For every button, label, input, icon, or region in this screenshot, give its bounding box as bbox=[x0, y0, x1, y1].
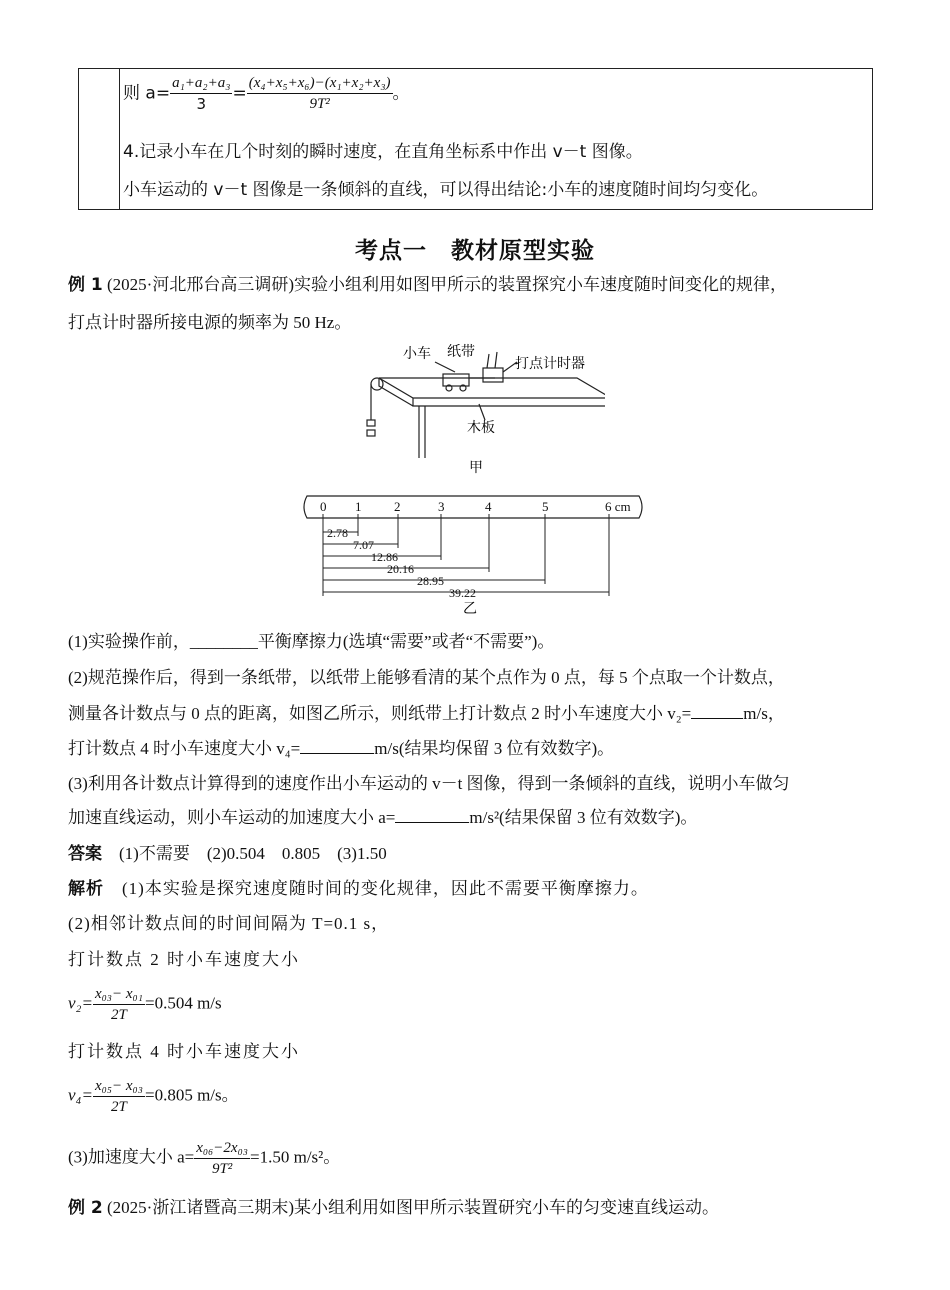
blank-v4[interactable] bbox=[300, 737, 374, 754]
blank-acceleration[interactable] bbox=[395, 806, 469, 823]
table-column-divider bbox=[119, 69, 120, 209]
apparatus-figure bbox=[355, 340, 605, 480]
analysis-line1: 解析 (1)本实验是探究速度随时间的变化规律，因此不需要平衡摩擦力。 bbox=[68, 879, 649, 899]
example2-line: 例 2 (2025·浙江诸暨高三期末)某小组利用如图甲所示装置研究小车的匀变速直线运动。 bbox=[68, 1198, 719, 1218]
question-1: (1)实验操作前，________平衡摩擦力(选填“需要”或者“不需要”)。 bbox=[68, 632, 555, 651]
dist-label-02: 7.07 bbox=[353, 538, 374, 552]
blank-v2[interactable] bbox=[691, 702, 743, 719]
question-3-line2: 加速直线运动，则小车运动的加速度大小 a= m/s²(结果保留 3 位有效数字)。 bbox=[68, 808, 698, 827]
point-label-3: 3 bbox=[438, 499, 445, 514]
analysis-line2: (2)相邻计数点间的时间间隔为 T=0.1 s， bbox=[68, 914, 390, 933]
question-2-line2: 测量各计数点与 0 点的距离，如图乙所示，则纸带上打计数点 2 时小车速度大小 v₂= m/s， bbox=[68, 704, 785, 723]
table-row-formula: 则 a= $\frac{\text{a₁+a₂+a₃}}{3}$ = $\frac{\text{(x₄+x₅+x₆)−(x₁+x₂+x₃)}}{\text{9T²}}$ 。 bbox=[123, 75, 410, 113]
dist-label-03: 12.86 bbox=[371, 550, 398, 564]
formula-acceleration: (3)加速度大小 a= $\frac{\text{x₀₆−2x₀₃}}{\text{9T²}}$ =1.50 m/s²。 bbox=[68, 1140, 341, 1177]
point-label-1: 1 bbox=[355, 499, 362, 514]
point-label-2: 2 bbox=[394, 499, 401, 514]
question-2-line1: (2)规范操作后，得到一条纸带，以纸带上能够看清的某个点作为 0 点，每 5 个点取一个计数点， bbox=[68, 668, 785, 687]
formula-v4: v₄= $\frac{\text{x₀₅− x₀₃}}{2T}$ =0.805 m/s。 bbox=[68, 1078, 239, 1115]
dist-label-05: 28.95 bbox=[417, 574, 444, 588]
summary-table bbox=[78, 68, 873, 210]
car-body bbox=[443, 374, 469, 386]
example1-line2: 打点计时器所接电源的频率为 50 Hz。 bbox=[68, 313, 352, 332]
example1-line1: 例 1 (2025·河北邢台高三调研)实验小组利用如图甲所示的装置探究小车速度随时间变化的规律， bbox=[68, 275, 787, 295]
label-timer: 打点计时器 bbox=[515, 356, 585, 372]
table-row-conclusion: 小车运动的 v－t 图像是一条倾斜的直线，可以得出结论:小车的速度随时间均匀变化。 bbox=[123, 180, 769, 200]
answer-line: 答案 (1)不需要 (2)0.504 0.805 (3)1.50 bbox=[68, 844, 387, 864]
pulley bbox=[371, 378, 383, 390]
point-label-0: 0 bbox=[320, 499, 327, 514]
label-tape: 纸带 bbox=[447, 344, 475, 360]
question-3-line1: (3)利用各计数点计算得到的速度作出小车运动的 v－t 图像，得到一条倾斜的直线，说明小车做匀 bbox=[68, 774, 790, 793]
question-2-line3: 打计数点 4 时小车速度大小 v₄= m/s(结果均保留 3 位有效数字)。 bbox=[68, 739, 615, 758]
formula-prefix: 则 a= bbox=[123, 83, 171, 104]
weight-2 bbox=[367, 430, 375, 436]
point-label-5: 5 bbox=[542, 499, 549, 514]
caption-jia: 甲 bbox=[469, 460, 483, 476]
paper-tape-figure bbox=[295, 492, 655, 617]
fraction-1: $\frac{\text{a₁+a₂+a₃}}{3}$ bbox=[172, 75, 231, 113]
weight-1 bbox=[367, 420, 375, 426]
board-top-edge bbox=[379, 378, 605, 398]
timer-box bbox=[483, 368, 503, 382]
formula-v2: v₂= $\frac{\text{x₀₃− x₀₁}}{2T}$ =0.504 m/s bbox=[68, 986, 222, 1023]
label-car: 小车 bbox=[403, 346, 431, 362]
analysis-line4: 打计数点 4 时小车速度大小 bbox=[68, 1042, 300, 1061]
table-row-step4: 4.记录小车在几个时刻的瞬时速度，在直角坐标系中作出 v－t 图像。 bbox=[123, 142, 643, 162]
dist-label-01: 2.78 bbox=[327, 526, 348, 540]
label-board: 木板 bbox=[467, 420, 495, 436]
caption-yi: 乙 bbox=[463, 601, 477, 617]
fraction-2: $\frac{\text{(x₄+x₅+x₆)−(x₁+x₂+x₃)}}{\text{9T²}}$ bbox=[248, 75, 391, 112]
point-label-6: 6 cm bbox=[605, 499, 631, 514]
analysis-line3: 打计数点 2 时小车速度大小 bbox=[68, 950, 300, 969]
dist-label-06: 39.22 bbox=[449, 586, 476, 600]
section-heading: 考点一 教材原型实验 bbox=[355, 238, 595, 264]
point-label-4: 4 bbox=[485, 499, 492, 514]
dist-label-04: 20.16 bbox=[387, 562, 414, 576]
